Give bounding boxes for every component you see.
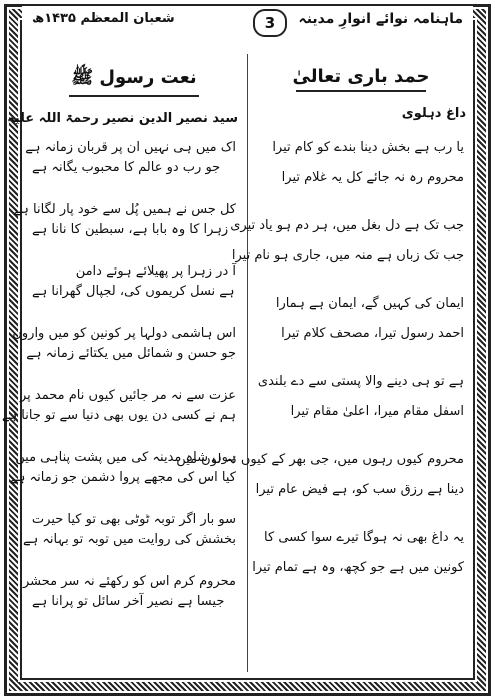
verse-line: بخشش کی روایت میں توبہ تو بہانہ ہے	[22, 532, 236, 547]
verse-line: دینا ہے رزق سب کو، ہے فیض عام تیرا	[255, 482, 464, 497]
verse-line: ہے نسل کریموں کی، لجپال گھرانا ہے	[32, 284, 235, 299]
hamd-title	[252, 66, 470, 92]
issue-date: شعبان المعظم ۱۴۳۵ھ	[32, 11, 175, 26]
title-underline	[296, 90, 426, 92]
column-divider	[247, 54, 248, 672]
verse-line: سو بار اگر توبہ ٹوٹی بھی تو کیا حیرت	[31, 512, 236, 527]
naat-title-text: نعت رسول ﷺ	[71, 67, 197, 88]
magazine-title: ماہنامہ نوائے انوارِ مدینہ	[298, 11, 463, 27]
verse-line: کونین میں ہے جو کچھ، وہ ہے تمام تیرا	[252, 560, 464, 575]
page-number: 3	[253, 9, 287, 37]
verse-line: اس ہاشمی دولہا پر کونین کو میں واروں	[12, 326, 236, 341]
verse-line: یہ داغ بھی نہ ہوگا تیرے سوا کسی کا	[264, 530, 464, 545]
page-header	[22, 6, 473, 36]
verse-line: یا رب ہے بخش دینا بندے کو کام تیرا	[272, 140, 464, 155]
verse-line: کل جس نے ہمیں پُل سے خود پار لگانا ہے	[13, 202, 236, 217]
verse-line: عزت سے نہ مر جائیں کیوں نام محمد پر	[19, 388, 236, 403]
naat-author: سید نصیر الدین نصیر رحمۃ اللہ علیہ	[7, 111, 238, 126]
hamd-author: داغ دہلوی	[401, 106, 466, 121]
verse-line: ہم نے کسی دن یوں بھی دنیا سے تو جانا ہے	[1, 408, 236, 423]
verse-line: اک میں ہی نہیں ان پر قربان زمانہ ہے	[25, 140, 236, 155]
verse-line: ایمان کی کہیں گے، ایمان ہے ہمارا	[275, 296, 464, 311]
verse-line: محروم کرم اس کو رکھئے نہ سر محشر	[22, 574, 236, 589]
verse-line: احمد رسول تیرا، مصحف کلام تیرا	[281, 326, 464, 341]
naat-title	[26, 66, 242, 97]
hamd-column	[176, 58, 470, 673]
hamd-title-text: حمد باری تعالیٰ	[292, 66, 430, 87]
verse-line: زہرا کا وہ بابا ہے، سبطین کا نانا ہے	[32, 222, 229, 237]
verse-line: جیسا ہے نصیر آخر سائل تو پرانا ہے	[32, 594, 225, 609]
title-underline	[69, 95, 199, 97]
verse-line: جو رب دو عالم کا محبوب یگانہ ہے	[32, 160, 221, 175]
naat-column	[1, 58, 242, 673]
verse-line: ہوں شاہ مدینہ کی میں پشت پناہی میں	[15, 450, 236, 465]
verse-line: محروم رہ نہ جائے کل یہ غلام تیرا	[281, 170, 464, 185]
verse-line: جب تک ہے دل بغل میں، ہر دم ہو یاد تیری	[230, 218, 464, 233]
verse-line: ہے تو ہی دینے والا پستی سے دے بلندی	[257, 374, 464, 389]
verse-line: محروم کیوں رہوں میں، جی بھر کے کیوں نہ لوں میں	[176, 452, 464, 467]
verse-line: آ در زہرا پر پھیلائے ہوئے دامن	[75, 264, 236, 279]
verse-line: جو حسن و شمائل میں یکتائے زمانہ ہے	[26, 346, 236, 361]
verse-line: اسفل مقام میرا، اعلیٰ مقام تیرا	[290, 404, 464, 419]
verse-line: کیا اس کی مجھے پروا دشمن جو زمانہ ہے	[10, 470, 236, 485]
verse-line: جب تک زباں ہے منہ میں، جاری ہو نام تیرا	[231, 248, 464, 263]
